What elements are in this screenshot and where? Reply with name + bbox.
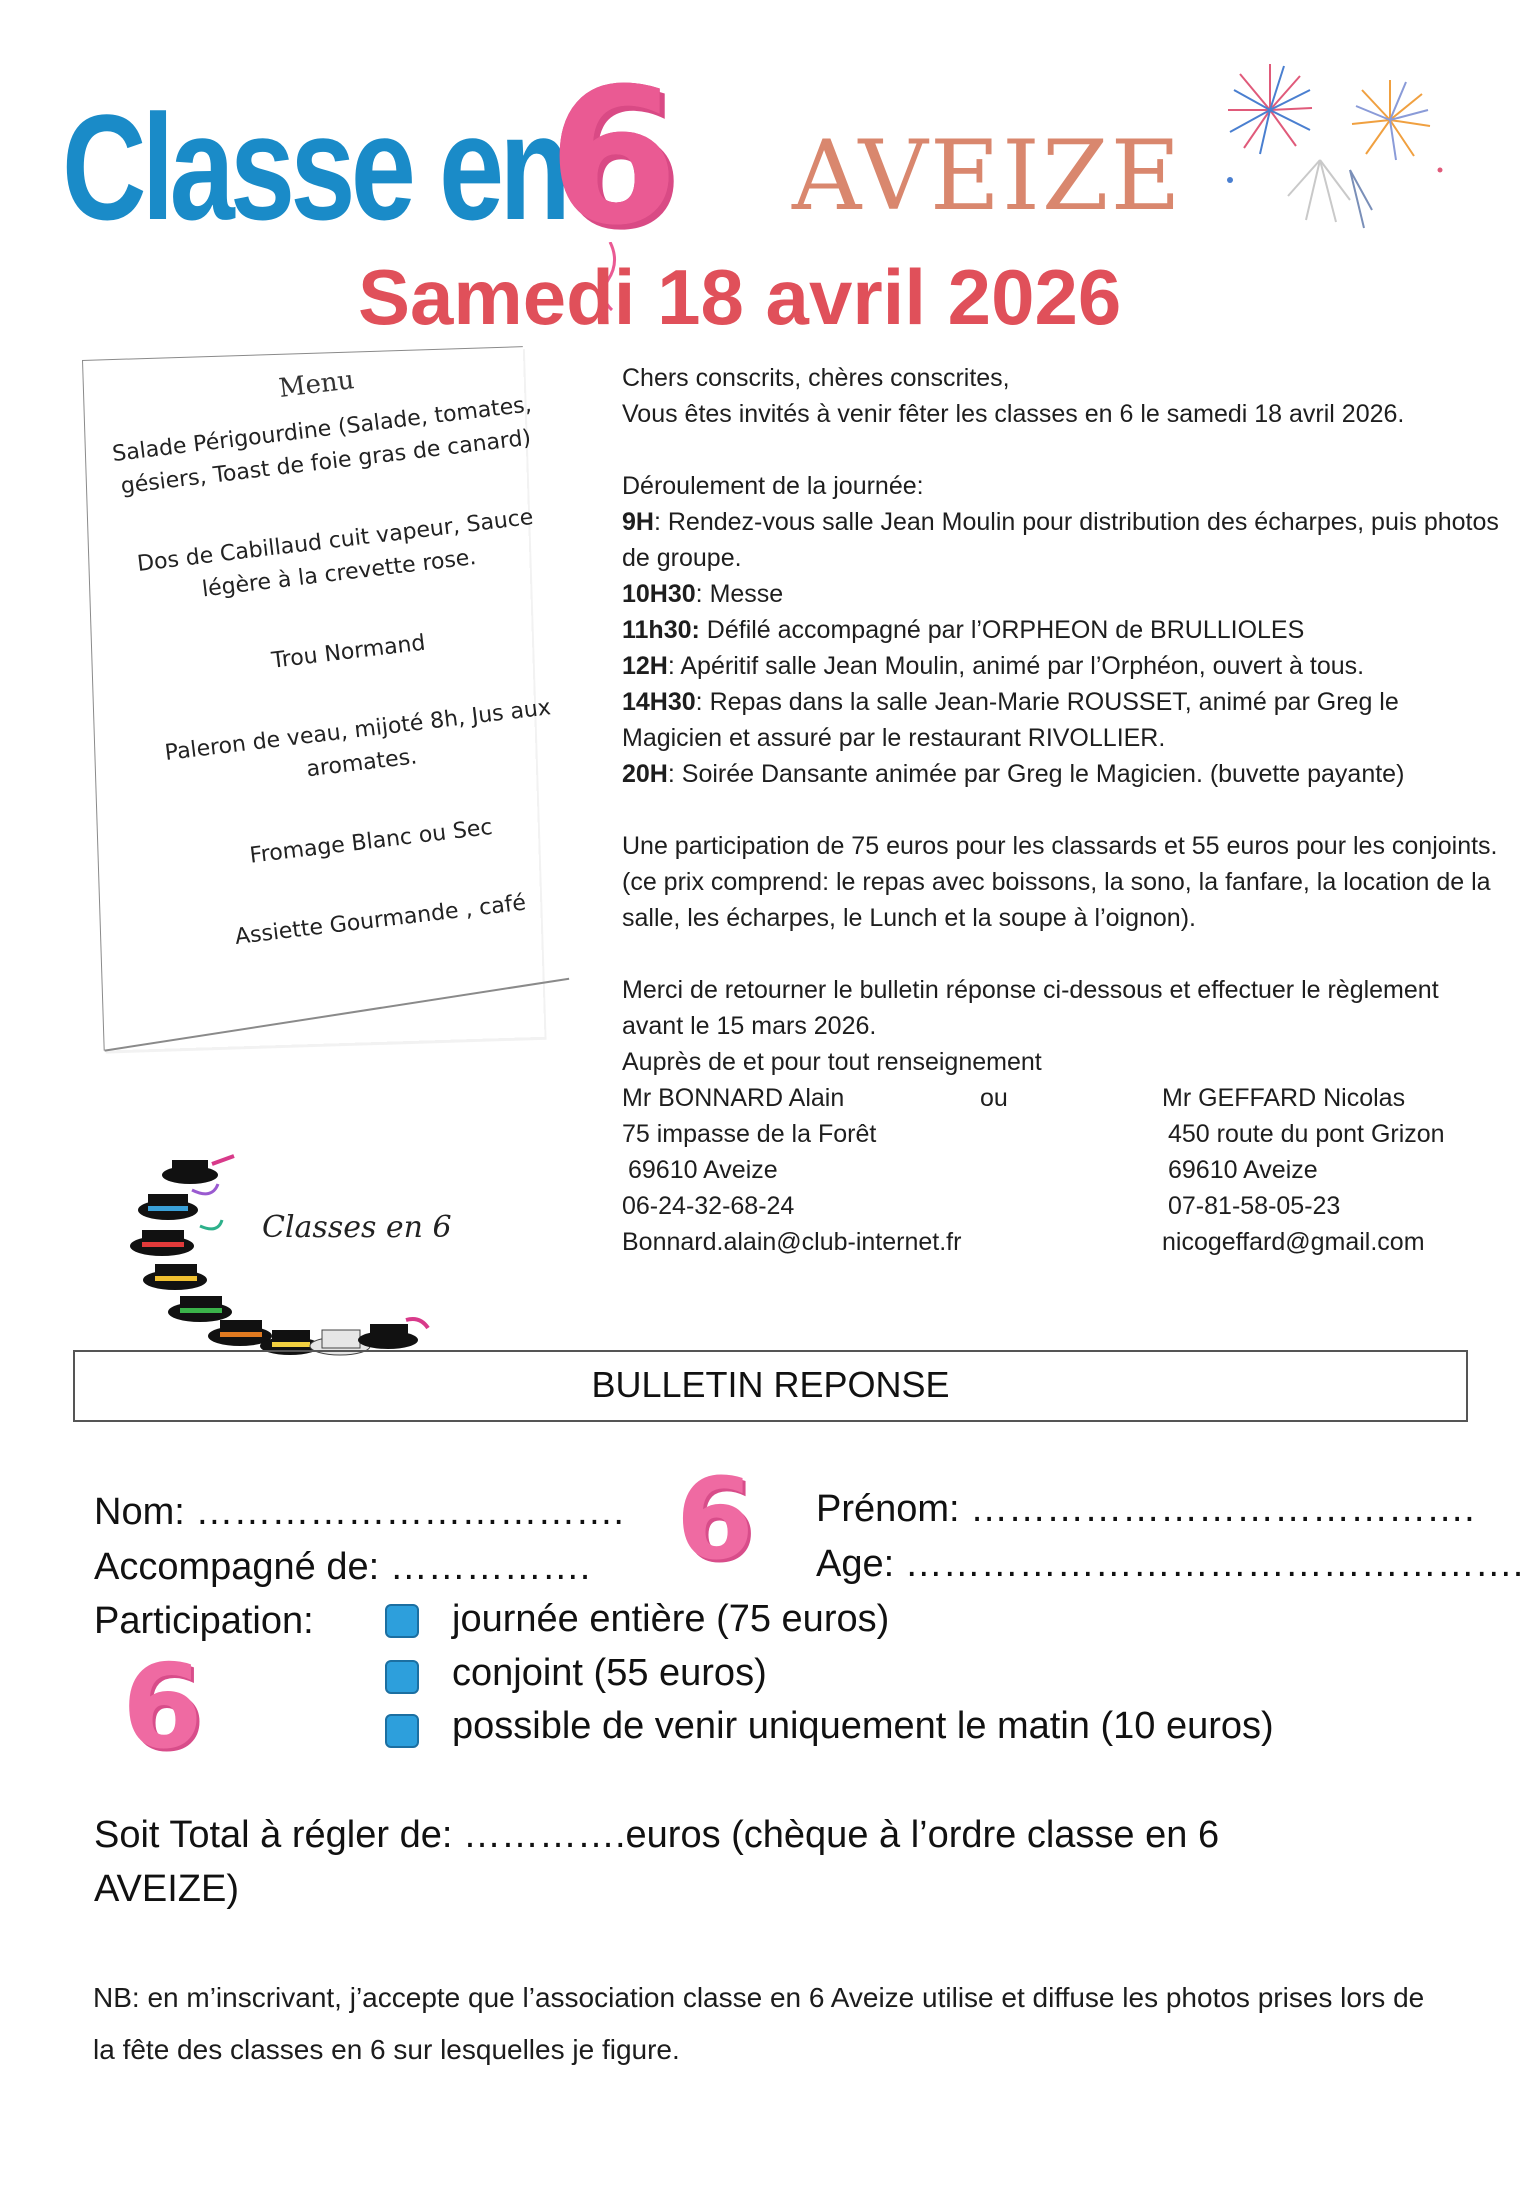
- menu-item: Trou Normand: [270, 630, 427, 674]
- schedule-text: Défilé accompagné par l’ORPHEON de BRULLIOLES: [699, 616, 1305, 644]
- nb-note: NB: en m’inscrivant, j’accepte que l’association classe en 6 Aveize utilise et diffuse les photos prises lors de la fête des classes en 6 sur lesquelles je figure.: [93, 1982, 1425, 2065]
- participation-label: Participation:: [94, 1600, 314, 1642]
- town-name: AVEIZE: [792, 120, 1183, 232]
- or-separator: ou: [980, 1084, 1008, 1112]
- menu-title: Menu: [277, 365, 356, 404]
- bulletin-title: BULLETIN REPONSE: [591, 1364, 950, 1405]
- return-instructions: Merci de retourner le bulletin réponse ci-dessous et effectuer le règlement avant le 15 mars 2026.: [622, 976, 1439, 1040]
- contact-bonnard: [622, 1080, 961, 1260]
- schedule-text: : Apéritif salle Jean Moulin, animé par l’Orphéon, ouvert à tous.: [667, 652, 1365, 680]
- schedule-time: 9H: [622, 508, 654, 536]
- option-morning-label: possible de venir uniquement le matin (10 euros): [452, 1705, 1274, 1747]
- contact-intro: Auprès de et pour tout renseignement: [622, 1048, 1042, 1076]
- schedule-time: 10H30: [622, 580, 696, 608]
- schedule-text: : Soirée Dansante animée par Greg le Magicien. (buvette payante): [667, 760, 1405, 788]
- schedule-time: 12H: [622, 652, 668, 680]
- contact-geffard: [1162, 1080, 1445, 1260]
- contact-city: 69610 Aveize: [1168, 1156, 1318, 1184]
- decor-six: 6: [122, 1640, 203, 1775]
- contact-city: 69610 Aveize: [628, 1156, 778, 1184]
- schedule-row: [622, 648, 1502, 684]
- schedule-time: 14H30: [622, 688, 696, 716]
- contact-name: Mr BONNARD Alain: [622, 1084, 845, 1112]
- contact-phone: 07-81-58-05-23: [1168, 1192, 1341, 1220]
- option-full-day-checkbox[interactable]: [385, 1604, 419, 1638]
- contact-phone: 06-24-32-68-24: [622, 1192, 795, 1220]
- total-line-end: AVEIZE): [94, 1868, 239, 1910]
- contacts: [622, 1080, 1502, 1260]
- schedule-row: [622, 756, 1502, 792]
- menu-card: [82, 346, 553, 1051]
- page-title: Classe en: [62, 83, 567, 251]
- contact-email[interactable]: Bonnard.alain@club-internet.fr: [622, 1228, 962, 1256]
- schedule-time: 20H: [622, 760, 668, 788]
- top-hats-logo-icon: [120, 1150, 450, 1360]
- menu-item: Assiette Gourmande , café: [233, 890, 528, 950]
- schedule-title: Déroulement de la journée:: [622, 472, 924, 500]
- invitation-letter: [622, 360, 1502, 1260]
- contact-address: 450 route du pont Grizon: [1168, 1120, 1445, 1148]
- total-line[interactable]: Soit Total à régler de: ………….euros (chèque à l’ordre classe en 6: [94, 1814, 1220, 1856]
- logo-text: Classes en 6: [262, 1210, 452, 1245]
- contact-name: Mr GEFFARD Nicolas: [1162, 1084, 1406, 1112]
- nom-field[interactable]: Nom: …………………………….: [94, 1491, 624, 1533]
- option-morning-checkbox[interactable]: [385, 1714, 419, 1748]
- option-spouse-label: conjoint (55 euros): [452, 1652, 767, 1694]
- event-date: Samedi 18 avril 2026: [358, 253, 1122, 341]
- greeting: Chers conscrits, chères conscrites,: [622, 364, 1010, 392]
- balloon-six: 6: [548, 48, 679, 267]
- menu-item: Paleron de veau, mijoté 8h, Jus aux aromates.: [163, 695, 553, 783]
- menu-item: Salade Périgourdine (Salade, tomates, gésiers, Toast de foie gras de canard): [110, 392, 533, 500]
- fireworks-icon: [1200, 50, 1460, 240]
- age-field[interactable]: Age: ………………………………………….: [816, 1543, 1524, 1585]
- decor-six: 6: [676, 1455, 754, 1585]
- schedule-text: : Rendez-vous salle Jean Moulin pour distribution des écharpes, puis photos de groupe.: [622, 508, 1499, 572]
- schedule-row: [622, 504, 1502, 576]
- option-spouse-checkbox[interactable]: [385, 1660, 419, 1694]
- contact-email[interactable]: nicogeffard@gmail.com: [1162, 1228, 1425, 1256]
- schedule-text: : Repas dans la salle Jean-Marie ROUSSET, animé par Greg le Magicien et assuré par le restaurant RIVOLLIER.: [622, 688, 1399, 752]
- schedule-text: : Messe: [695, 580, 784, 608]
- schedule-time: 11h30:: [622, 616, 700, 644]
- bulletin-header-box: [73, 1350, 1468, 1422]
- prenom-field[interactable]: Prénom: ………………………………….: [816, 1488, 1475, 1530]
- menu-item: Fromage Blanc ou Sec: [248, 814, 494, 869]
- menu-item: Dos de Cabillaud cuit vapeur, Sauce légère à la crevette rose.: [135, 504, 535, 603]
- invite-text: Vous êtes invités à venir fêter les classes en 6 le samedi 18 avril 2026.: [622, 400, 1405, 428]
- schedule-row: [622, 576, 1502, 612]
- participation-text: Une participation de 75 euros pour les classards et 55 euros pour les conjoints.(ce prix comprend: le repas avec boissons, la sono, la fanfare, la location de la salle, les écharpes, le Lunch et la soupe à l’oignon).: [622, 832, 1498, 932]
- accompagne-field[interactable]: Accompagné de: …………….: [94, 1546, 591, 1588]
- schedule-row: [622, 612, 1502, 648]
- option-full-day-label: journée entière (75 euros): [452, 1598, 890, 1640]
- schedule-row: [622, 684, 1502, 756]
- contact-address: 75 impasse de la Forêt: [622, 1120, 877, 1148]
